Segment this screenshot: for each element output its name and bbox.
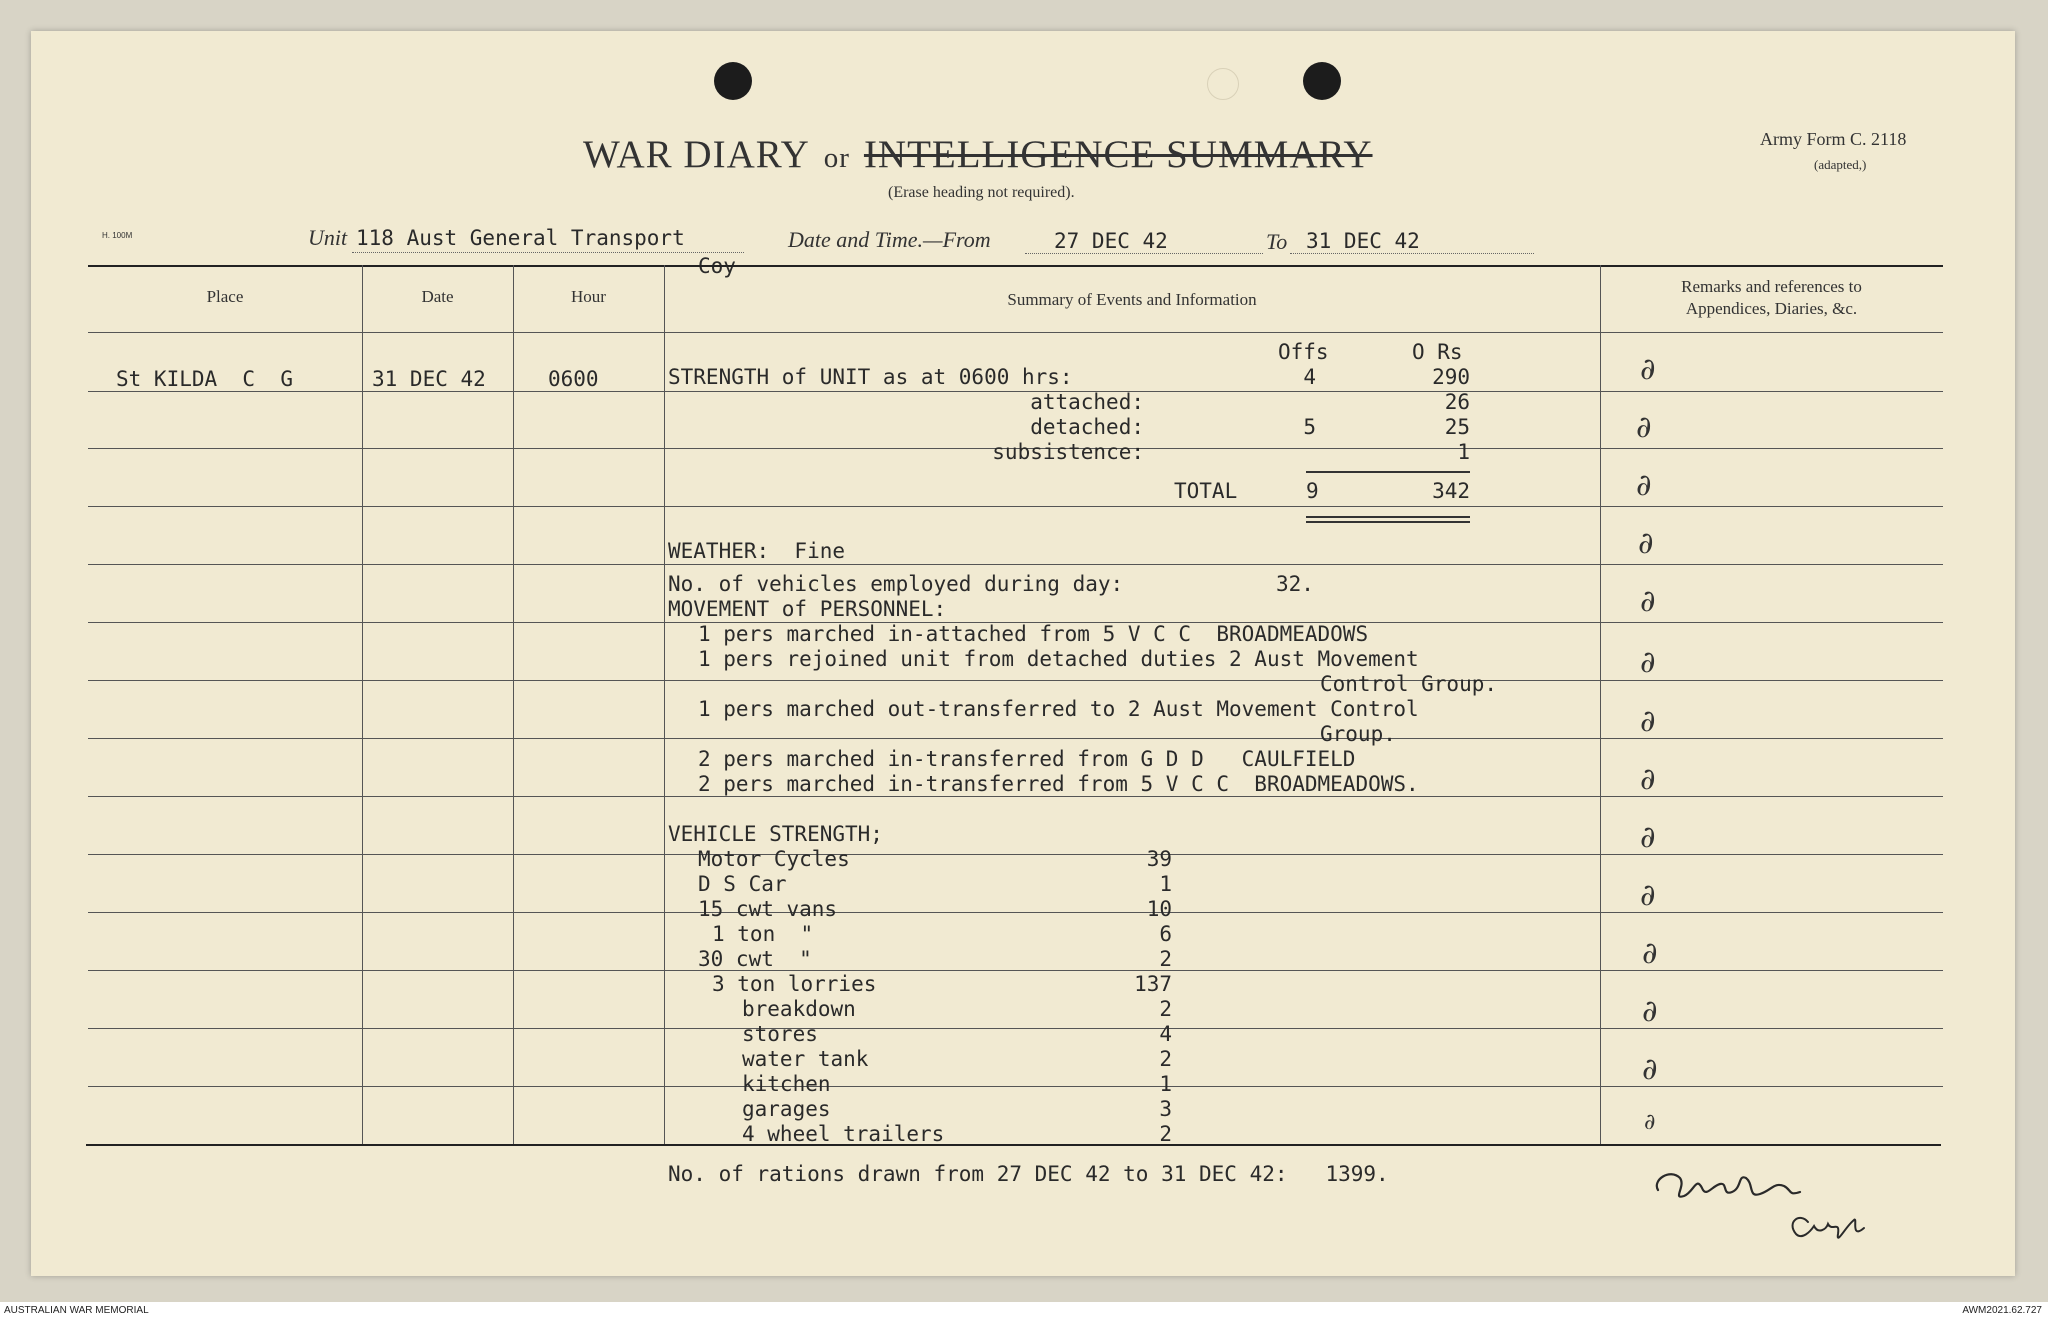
- vehicle-count: 1: [1159, 1072, 1172, 1096]
- strength-row-attached: attached:: [1030, 390, 1144, 414]
- strength-row-detached: detached:: [1030, 415, 1144, 439]
- col-header-date: Date: [421, 287, 454, 306]
- title-intelligence-summary: INTELLIGENCE SUMMARY: [863, 133, 1373, 176]
- table-top-rule: [88, 265, 1943, 267]
- total-rule-double-1: [1306, 516, 1470, 518]
- row-rule: [88, 912, 1943, 913]
- table-header-rule: [88, 332, 1943, 333]
- vehicle-name: D S Car: [698, 872, 787, 896]
- vehicle-count: 10: [1146, 897, 1172, 921]
- row-rule: [88, 796, 1943, 797]
- date-from-dotted-line: [1025, 253, 1263, 254]
- table-bottom-rule: [86, 1144, 1941, 1146]
- strength-row-unit: STRENGTH of UNIT as at 0600 hrs:: [668, 365, 1073, 389]
- row-rule: [88, 680, 1943, 681]
- unit-value: 118 Aust General Transport: [356, 226, 685, 250]
- vehicle-count: 4: [1159, 1022, 1172, 1046]
- movement-line: 1 pers rejoined unit from detached duties 2 Aust Movement: [698, 647, 1419, 671]
- footer-source: AUSTRALIAN WAR MEMORIAL: [4, 1305, 149, 1316]
- strength-ors-value: 25: [1444, 415, 1470, 439]
- movement-line: Control Group.: [1320, 672, 1498, 696]
- row-rule: [88, 970, 1943, 971]
- vehicles-employed-label: No. of vehicles employed during day:: [668, 572, 1124, 596]
- movement-line: 2 pers marched in-transferred from G D D CAULFIELD: [698, 747, 1356, 771]
- entry-hour: 0600: [548, 367, 599, 391]
- vehicle-count: 3: [1159, 1097, 1172, 1121]
- vehicle-count: 2: [1159, 997, 1172, 1021]
- remarks-tick-icon: ∂: [1640, 820, 1656, 855]
- vehicle-name: 30 cwt ": [698, 947, 812, 971]
- col-header-remarks-line2: Appendices, Diaries, &c.: [1685, 299, 1858, 318]
- unit-value-cont: Coy: [698, 254, 736, 278]
- vehicles-employed-value: 32.: [1276, 572, 1314, 596]
- signature: [1650, 1160, 1890, 1270]
- remarks-tick-icon: ∂: [1640, 645, 1656, 680]
- movement-line: Group.: [1320, 722, 1396, 746]
- punch-hole-right: [1303, 62, 1341, 100]
- vehicle-count: 1: [1159, 872, 1172, 896]
- vehicle-name: stores: [742, 1022, 818, 1046]
- vehicle-count: 137: [1134, 972, 1172, 996]
- strength-ors-value: 1: [1457, 440, 1470, 464]
- remarks-tick-icon: ∂: [1640, 352, 1656, 387]
- title-or: or: [823, 142, 850, 174]
- col-header-hour: Hour: [571, 287, 606, 306]
- vehicle-name: garages: [742, 1097, 831, 1121]
- remarks-tick-icon: ∂: [1640, 704, 1656, 739]
- col-header-remarks-line1: Remarks and references to: [1681, 277, 1862, 296]
- vehicle-count: 2: [1159, 1047, 1172, 1071]
- date-to-label: To: [1266, 229, 1288, 254]
- strength-col-offs: Offs: [1278, 340, 1329, 364]
- strength-offs-value: 4: [1303, 365, 1316, 389]
- remarks-tick-icon: ∂: [1640, 762, 1656, 797]
- strength-total-offs: 9: [1306, 479, 1319, 503]
- movement-line: 1 pers marched in-attached from 5 V C C BROADMEADOWS: [698, 622, 1369, 646]
- vehicle-name: 3 ton lorries: [712, 972, 877, 996]
- unit-dotted-line: [352, 252, 744, 253]
- remarks-tick-icon: ∂: [1636, 410, 1652, 445]
- vehicle-count: 2: [1159, 947, 1172, 971]
- strength-total-label: TOTAL: [1174, 479, 1238, 503]
- row-rule: [88, 564, 1943, 565]
- vehicle-name: 15 cwt vans: [698, 897, 838, 921]
- col-header-summary: Summary of Events and Information: [1007, 290, 1257, 309]
- date-from-label: Date and Time.—From: [788, 227, 991, 252]
- date-to-dotted-line: [1290, 253, 1534, 254]
- punch-hole-left: [714, 62, 752, 100]
- punch-hole-faint: [1207, 68, 1239, 100]
- entry-place: St KILDA C G: [116, 367, 294, 391]
- strength-col-ors: O Rs: [1412, 340, 1463, 364]
- row-rule: [88, 854, 1943, 855]
- vehicle-count: 6: [1159, 922, 1172, 946]
- remarks-tick-icon: ∂: [1644, 1110, 1656, 1135]
- col-divider-date: [513, 265, 514, 1144]
- entry-date: 31 DEC 42: [372, 367, 486, 391]
- row-rule: [88, 1086, 1943, 1087]
- date-to-value: 31 DEC 42: [1306, 229, 1420, 253]
- strength-row-subsistence: subsistence:: [992, 440, 1144, 464]
- vehicle-name: water tank: [742, 1047, 869, 1071]
- movement-heading: MOVEMENT of PERSONNEL:: [668, 597, 947, 621]
- page-title: [583, 132, 1373, 177]
- row-rule: [88, 506, 1943, 507]
- vehicle-name: Motor Cycles: [698, 847, 850, 871]
- col-divider-hour: [664, 265, 665, 1144]
- remarks-tick-icon: ∂: [1640, 878, 1656, 913]
- row-rule: [88, 738, 1943, 739]
- remarks-tick-icon: ∂: [1640, 584, 1656, 619]
- remarks-tick-icon: ∂: [1636, 468, 1652, 503]
- vehicle-name: 1 ton ": [712, 922, 814, 946]
- vehicle-name: breakdown: [742, 997, 856, 1021]
- movement-line: 2 pers marched in-transferred from 5 V C C BROADMEADOWS.: [698, 772, 1419, 796]
- vehicle-name: kitchen: [742, 1072, 831, 1096]
- vehicle-count: 2: [1159, 1122, 1172, 1146]
- strength-ors-value: 26: [1444, 390, 1470, 414]
- vehicle-count: 39: [1146, 847, 1172, 871]
- erase-note: (Erase heading not required).: [888, 184, 1075, 201]
- unit-label: Unit: [308, 225, 348, 250]
- remarks-tick-icon: ∂: [1638, 526, 1654, 561]
- footer-accession-number: AWM2021.62.727: [1962, 1305, 2042, 1316]
- col-header-place: Place: [206, 287, 244, 306]
- remarks-tick-icon: ∂: [1642, 994, 1658, 1029]
- army-form-adapted: (adapted,): [1814, 157, 1867, 172]
- army-form-number: Army Form C. 2118: [1760, 129, 1907, 149]
- date-from-value: 27 DEC 42: [1054, 229, 1168, 253]
- vehicle-name: 4 wheel trailers: [742, 1122, 945, 1146]
- remarks-tick-icon: ∂: [1642, 1052, 1658, 1087]
- total-rule-top: [1306, 471, 1470, 473]
- strength-total-ors: 342: [1432, 479, 1470, 503]
- col-divider-place: [362, 265, 363, 1144]
- col-divider-summary: [1600, 265, 1601, 1144]
- vehicle-strength-heading: VEHICLE STRENGTH;: [668, 822, 883, 846]
- row-rule: [88, 1028, 1943, 1029]
- movement-line: 1 pers marched out-transferred to 2 Aust Movement Control: [698, 697, 1419, 721]
- weather-entry: WEATHER: Fine: [668, 539, 846, 563]
- title-war-diary: WAR DIARY: [583, 133, 810, 176]
- total-rule-double-2: [1306, 521, 1470, 523]
- form-print-code: H. 100M: [102, 231, 133, 240]
- strength-ors-value: 290: [1432, 365, 1470, 389]
- remarks-tick-icon: ∂: [1642, 936, 1658, 971]
- strength-offs-value: 5: [1303, 415, 1316, 439]
- rations-entry: No. of rations drawn from 27 DEC 42 to 31 DEC 42: 1399.: [668, 1162, 1389, 1186]
